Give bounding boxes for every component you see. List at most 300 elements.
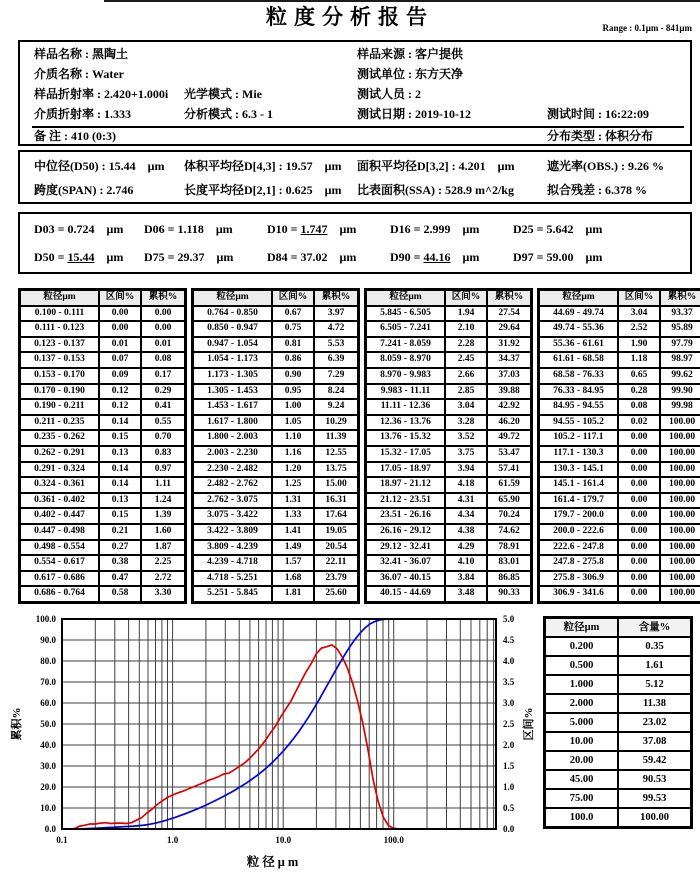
table-cell: 99.90 [660, 384, 700, 400]
table-cell: 0.15 [99, 430, 141, 446]
table-cell: 2.003 - 2.230 [193, 446, 272, 462]
table-cell: 3.04 [618, 306, 660, 322]
table-cell: 247.8 - 275.8 [539, 555, 618, 571]
table-cell: 12.55 [314, 446, 358, 462]
table-cell: 0.07 [99, 352, 141, 368]
table-cell: 100.00 [660, 462, 700, 478]
table-cell: 0.81 [272, 337, 314, 353]
table-row [366, 446, 531, 462]
distribution-table-group-2 [191, 288, 360, 604]
table-cell: 1.24 [141, 493, 185, 509]
table-cell: 306.9 - 341.6 [539, 586, 618, 602]
table-row [193, 430, 358, 446]
table-cell: 53.47 [487, 446, 531, 462]
table-cell: 0.28 [618, 384, 660, 400]
table-cell: 0.00 [141, 321, 185, 337]
table-cell: 0.15 [99, 508, 141, 524]
table-cell: 1.173 - 1.305 [193, 368, 272, 384]
percentile-d25 [513, 222, 602, 237]
table-row [20, 430, 185, 446]
table-cell: 3.48 [445, 586, 487, 602]
table-cell: 0.617 - 0.686 [20, 571, 99, 587]
table-cell: 6.505 - 7.241 [366, 321, 445, 337]
table-cell: 29.64 [487, 321, 531, 337]
table-cell: 100.00 [660, 586, 700, 602]
table-row [539, 306, 700, 322]
table-cell: 0.447 - 0.498 [20, 524, 99, 540]
table-row [539, 555, 700, 571]
right-axis-tick: 2.5 [503, 719, 515, 729]
specific-surface-area: 比表面积(SSA) : 528.9 m^2/kg [357, 183, 514, 197]
table-row [539, 352, 700, 368]
table-cell: 3.52 [445, 430, 487, 446]
table-row [366, 415, 531, 431]
table-cell: 1.61 [618, 656, 691, 675]
table-row [366, 384, 531, 400]
table-row [366, 337, 531, 353]
table-cell: 2.230 - 2.482 [193, 462, 272, 478]
table-row [545, 713, 691, 732]
table-cell: 0.83 [141, 446, 185, 462]
percentile-value: 59.00 [546, 250, 574, 264]
obscuration: 遮光率(OBS.) : 9.26 % [547, 159, 665, 173]
table-row [545, 656, 691, 675]
table-cell: 40.15 - 44.69 [366, 586, 445, 602]
table-row [545, 732, 691, 751]
table-cell: 4.34 [445, 508, 487, 524]
table-cell: 3.94 [445, 462, 487, 478]
table-cell: 5.53 [314, 337, 358, 353]
table-row [545, 770, 691, 789]
table-cell: 0.361 - 0.402 [20, 493, 99, 509]
table-row [193, 352, 358, 368]
table-cell: 11.38 [618, 694, 691, 713]
table-cell: 1.90 [618, 337, 660, 353]
table-header-row [539, 290, 700, 306]
percentile-row [34, 250, 682, 268]
table-cell: 17.05 - 18.97 [366, 462, 445, 478]
table-cell: 100.00 [660, 430, 700, 446]
table-cell: 2.10 [445, 321, 487, 337]
percentile-value: 37.02 [300, 250, 328, 264]
distribution-chart-svg [6, 612, 540, 874]
table-cell: 1.00 [272, 399, 314, 415]
table-cell: 42.92 [487, 399, 531, 415]
left-axis-tick: 30.0 [40, 761, 56, 771]
table-row [193, 446, 358, 462]
table-cell: 0.00 [618, 430, 660, 446]
percentile-name: D06 = [144, 222, 178, 236]
table-row [539, 384, 700, 400]
table-header-row [193, 290, 358, 306]
test-unit: 测试单位 : 东方天净 [357, 67, 463, 81]
right-axis-tick: 0.5 [503, 803, 515, 813]
table-row [539, 321, 700, 337]
percentile-d50 [34, 250, 123, 265]
table-cell: 3.422 - 3.809 [193, 524, 272, 540]
table-cell: 20.00 [545, 751, 618, 770]
percentile-unit: μm [339, 222, 357, 236]
table-cell: 1.05 [272, 415, 314, 431]
medium-refractive-index: 介质折射率 : 1.333 [34, 107, 131, 121]
table-row [193, 493, 358, 509]
percentile-unit: μm [215, 222, 233, 236]
table-cell: 0.00 [99, 321, 141, 337]
table-cell: 0.08 [141, 352, 185, 368]
table-row [366, 321, 531, 337]
table-header-row [366, 290, 531, 306]
table-cell: 0.14 [99, 415, 141, 431]
table-row [539, 462, 700, 478]
percentile-name: D25 = [513, 222, 547, 236]
table-row [366, 399, 531, 415]
table-cell: 100.00 [660, 571, 700, 587]
table-cell: 0.97 [141, 462, 185, 478]
table-cell: 36.07 - 40.15 [366, 571, 445, 587]
percentile-row [34, 222, 682, 240]
table-cell: 100.00 [660, 446, 700, 462]
summary-row [34, 157, 682, 175]
table-row [366, 368, 531, 384]
table-cell: 1.49 [272, 540, 314, 556]
table-cell: 15.00 [314, 477, 358, 493]
sample-refractive-index: 样品折射率 : 2.420+1.000i [34, 87, 169, 101]
table-cell: 59.42 [618, 751, 691, 770]
remark: 备 注 : 410 (0:3) [34, 129, 116, 143]
table-cell: 13.75 [314, 462, 358, 478]
left-axis-tick: 90.0 [40, 635, 56, 645]
table-cell: 84.95 - 94.55 [539, 399, 618, 415]
table-cell: 7.29 [314, 368, 358, 384]
info-row [34, 127, 682, 145]
table-cell: 0.00 [618, 462, 660, 478]
table-cell: 1.41 [272, 524, 314, 540]
table-cell: 117.1 - 130.3 [539, 446, 618, 462]
table-row [193, 462, 358, 478]
table-cell: 0.13 [99, 493, 141, 509]
table-cell: 100.00 [618, 808, 691, 827]
percentile-value: 29.37 [177, 250, 205, 264]
percentile-unit: μm [585, 250, 603, 264]
median-d50: 中位径(D50) : 15.44 μm [34, 159, 165, 173]
tester: 测试人员 : 2 [357, 87, 421, 101]
percentile-d75 [144, 250, 233, 265]
percentile-d03 [34, 222, 123, 237]
column-header: 累积% [314, 290, 358, 306]
table-cell: 1.87 [141, 540, 185, 556]
table-cell: 0.00 [618, 446, 660, 462]
table-cell: 0.111 - 0.123 [20, 321, 99, 337]
table-row [20, 477, 185, 493]
fit-residual: 拟合残差 : 6.378 % [547, 183, 647, 197]
table-row [539, 368, 700, 384]
table-cell: 44.69 - 49.74 [539, 306, 618, 322]
table-row [20, 306, 185, 322]
table-cell: 57.41 [487, 462, 531, 478]
table-cell: 1.054 - 1.173 [193, 352, 272, 368]
table-cell: 61.59 [487, 477, 531, 493]
table-row [366, 352, 531, 368]
table-cell: 0.498 - 0.554 [20, 540, 99, 556]
table-row [539, 477, 700, 493]
percentile-d10 [267, 222, 356, 237]
table-cell: 1.57 [272, 555, 314, 571]
table-cell: 3.809 - 4.239 [193, 540, 272, 556]
table-cell: 0.29 [141, 384, 185, 400]
table-cell: 0.86 [272, 352, 314, 368]
table-cell: 0.01 [141, 337, 185, 353]
x-axis-label: 粒径μm [246, 855, 302, 869]
table-cell: 2.25 [141, 555, 185, 571]
percentiles-box [18, 212, 692, 274]
table-row [193, 524, 358, 540]
table-row [539, 430, 700, 446]
table-cell: 1.453 - 1.617 [193, 399, 272, 415]
column-header: 区间% [272, 290, 314, 306]
table-cell: 18.97 - 21.12 [366, 477, 445, 493]
distribution-chart [6, 612, 540, 874]
table-cell: 0.00 [618, 477, 660, 493]
table-row [366, 540, 531, 556]
table-cell: 0.67 [272, 306, 314, 322]
table-cell: 2.45 [445, 352, 487, 368]
table-row [366, 524, 531, 540]
table-cell: 0.190 - 0.211 [20, 399, 99, 415]
table-cell: 0.123 - 0.137 [20, 337, 99, 353]
percentile-name: D16 = [390, 222, 424, 236]
sample-info-box [18, 40, 692, 146]
table-cell: 0.262 - 0.291 [20, 446, 99, 462]
table-cell: 179.7 - 200.0 [539, 508, 618, 524]
table-cell: 1.60 [141, 524, 185, 540]
table-cell: 97.79 [660, 337, 700, 353]
summary-box [18, 150, 692, 204]
right-axis-tick: 0.0 [503, 824, 515, 834]
table-cell: 0.08 [618, 399, 660, 415]
table-cell: 0.947 - 1.054 [193, 337, 272, 353]
table-cell: 0.00 [618, 493, 660, 509]
table-cell: 21.12 - 23.51 [366, 493, 445, 509]
table-cell: 0.12 [99, 399, 141, 415]
percentile-d97 [513, 250, 602, 265]
table-row [545, 789, 691, 808]
table-cell: 99.62 [660, 368, 700, 384]
table-cell: 83.01 [487, 555, 531, 571]
table-cell: 0.27 [99, 540, 141, 556]
table-cell: 5.12 [618, 675, 691, 694]
table-row [366, 306, 531, 322]
table-cell: 2.66 [445, 368, 487, 384]
distribution-table-group-3 [364, 288, 533, 604]
table-row [193, 399, 358, 415]
table-cell: 0.14 [99, 462, 141, 478]
table-cell: 1.10 [272, 430, 314, 446]
table-cell: 31.92 [487, 337, 531, 353]
distribution-table-group-4 [537, 288, 700, 604]
x-axis-tick: 0.1 [56, 835, 68, 845]
table-cell: 4.10 [445, 555, 487, 571]
table-cell: 46.20 [487, 415, 531, 431]
table-row [20, 508, 185, 524]
table-cell: 0.12 [99, 384, 141, 400]
table-row [545, 637, 691, 656]
table-cell: 4.29 [445, 540, 487, 556]
table-cell: 1.305 - 1.453 [193, 384, 272, 400]
table-cell: 0.170 - 0.190 [20, 384, 99, 400]
table-cell: 1.800 - 2.003 [193, 430, 272, 446]
table-cell: 4.31 [445, 493, 487, 509]
table-row [366, 508, 531, 524]
column-header: 区间% [445, 290, 487, 306]
info-row [34, 85, 682, 103]
table-row [20, 493, 185, 509]
left-axis-label: 累积% [11, 707, 23, 741]
percentile-name: D75 = [144, 250, 178, 264]
table-row [545, 751, 691, 770]
left-axis-tick: 50.0 [40, 719, 56, 729]
table-cell: 10.00 [545, 732, 618, 751]
table-cell: 3.075 - 3.422 [193, 508, 272, 524]
table-row [193, 306, 358, 322]
length-mean-d21: 长度平均径D[2,1] : 0.625 μm [184, 183, 342, 197]
column-header: 含量% [618, 618, 691, 637]
table-row [193, 384, 358, 400]
table-cell: 2.72 [141, 571, 185, 587]
table-cell: 3.97 [314, 306, 358, 322]
table-row [539, 399, 700, 415]
table-row [20, 540, 185, 556]
percentile-unit: μm [106, 222, 124, 236]
column-header: 区间% [618, 290, 660, 306]
table-cell: 0.00 [99, 306, 141, 322]
table-row [539, 586, 700, 602]
table-row [193, 477, 358, 493]
table-cell: 0.137 - 0.153 [20, 352, 99, 368]
sample-name: 样品名称 : 黑陶土 [34, 47, 128, 61]
table-cell: 70.24 [487, 508, 531, 524]
table-row [193, 368, 358, 384]
table-cell: 10.29 [314, 415, 358, 431]
page-title: 粒度分析报告 [266, 5, 434, 29]
table-cell: 0.09 [99, 368, 141, 384]
table-cell: 99.53 [618, 789, 691, 808]
table-row [366, 555, 531, 571]
table-cell: 1.33 [272, 508, 314, 524]
table-row [193, 555, 358, 571]
table-cell: 0.35 [618, 637, 691, 656]
table-cell: 20.54 [314, 540, 358, 556]
percentile-value: 44.16 [423, 250, 451, 264]
table-cell: 1.16 [272, 446, 314, 462]
table-cell: 0.200 [545, 637, 618, 656]
table-cell: 200.0 - 222.6 [539, 524, 618, 540]
table-row [20, 555, 185, 571]
percentile-unit: μm [585, 222, 603, 236]
table-cell: 45.00 [545, 770, 618, 789]
column-header: 粒径μm [193, 290, 272, 306]
table-cell: 90.33 [487, 586, 531, 602]
table-cell: 90.53 [618, 770, 691, 789]
table-cell: 2.85 [445, 384, 487, 400]
right-axis-tick: 4.0 [503, 656, 515, 666]
right-axis-tick: 5.0 [503, 614, 515, 624]
table-cell: 0.00 [618, 555, 660, 571]
table-cell: 0.17 [141, 368, 185, 384]
table-cell: 37.03 [487, 368, 531, 384]
table-row [20, 368, 185, 384]
table-cell: 0.70 [141, 430, 185, 446]
column-header: 粒径μm [545, 618, 618, 637]
table-cell: 29.12 - 32.41 [366, 540, 445, 556]
table-cell: 23.02 [618, 713, 691, 732]
distribution-type: 分布类型 : 体积分布 [547, 129, 653, 143]
table-cell: 0.00 [618, 586, 660, 602]
table-cell: 0.21 [99, 524, 141, 540]
table-cell: 98.97 [660, 352, 700, 368]
table-cell: 2.762 - 3.075 [193, 493, 272, 509]
table-cell: 5.845 - 6.505 [366, 306, 445, 322]
x-axis-tick: 100.0 [383, 835, 404, 845]
percentile-value: 15.44 [67, 250, 95, 264]
right-axis-tick: 1.0 [503, 782, 515, 792]
table-cell: 68.58 - 76.33 [539, 368, 618, 384]
table-cell: 105.2 - 117.1 [539, 430, 618, 446]
table-cell: 26.16 - 29.12 [366, 524, 445, 540]
table-cell: 25.60 [314, 586, 358, 602]
table-cell: 1.20 [272, 462, 314, 478]
table-cell: 0.47 [99, 571, 141, 587]
range-note: Range : 0.1μm - 841μm [602, 23, 692, 33]
right-axis-tick: 4.5 [503, 635, 515, 645]
table-header-row [20, 290, 185, 306]
table-cell: 100.00 [660, 477, 700, 493]
info-row [34, 105, 682, 123]
table-cell: 16.31 [314, 493, 358, 509]
percentile-unit: μm [462, 222, 480, 236]
table-cell: 0.291 - 0.324 [20, 462, 99, 478]
table-row [193, 415, 358, 431]
table-cell: 0.95 [272, 384, 314, 400]
table-cell: 6.39 [314, 352, 358, 368]
area-mean-d32: 面积平均径D[3,2] : 4.201 μm [357, 159, 515, 173]
left-axis-tick: 0.0 [44, 824, 56, 834]
percentile-value: 0.724 [67, 222, 95, 236]
table-cell: 39.88 [487, 384, 531, 400]
table-cell: 0.402 - 0.447 [20, 508, 99, 524]
table-cell: 49.74 - 55.36 [539, 321, 618, 337]
table-cell: 19.05 [314, 524, 358, 540]
table-cell: 0.554 - 0.617 [20, 555, 99, 571]
table-cell: 34.37 [487, 352, 531, 368]
table-cell: 0.00 [618, 508, 660, 524]
table-cell: 99.98 [660, 399, 700, 415]
table-row [539, 571, 700, 587]
table-cell: 3.04 [445, 399, 487, 415]
table-cell: 0.55 [141, 415, 185, 431]
table-cell: 7.241 - 8.059 [366, 337, 445, 353]
table-row [193, 508, 358, 524]
table-cell: 1.18 [618, 352, 660, 368]
table-cell: 23.51 - 26.16 [366, 508, 445, 524]
table-cell: 61.61 - 68.58 [539, 352, 618, 368]
percentile-name: D84 = [267, 250, 301, 264]
table-row [20, 384, 185, 400]
table-cell: 1.617 - 1.800 [193, 415, 272, 431]
table-cell: 0.211 - 0.235 [20, 415, 99, 431]
table-row [366, 493, 531, 509]
test-date: 测试日期 : 2019-10-12 [357, 107, 471, 121]
right-axis-label: 区间% [523, 707, 535, 741]
